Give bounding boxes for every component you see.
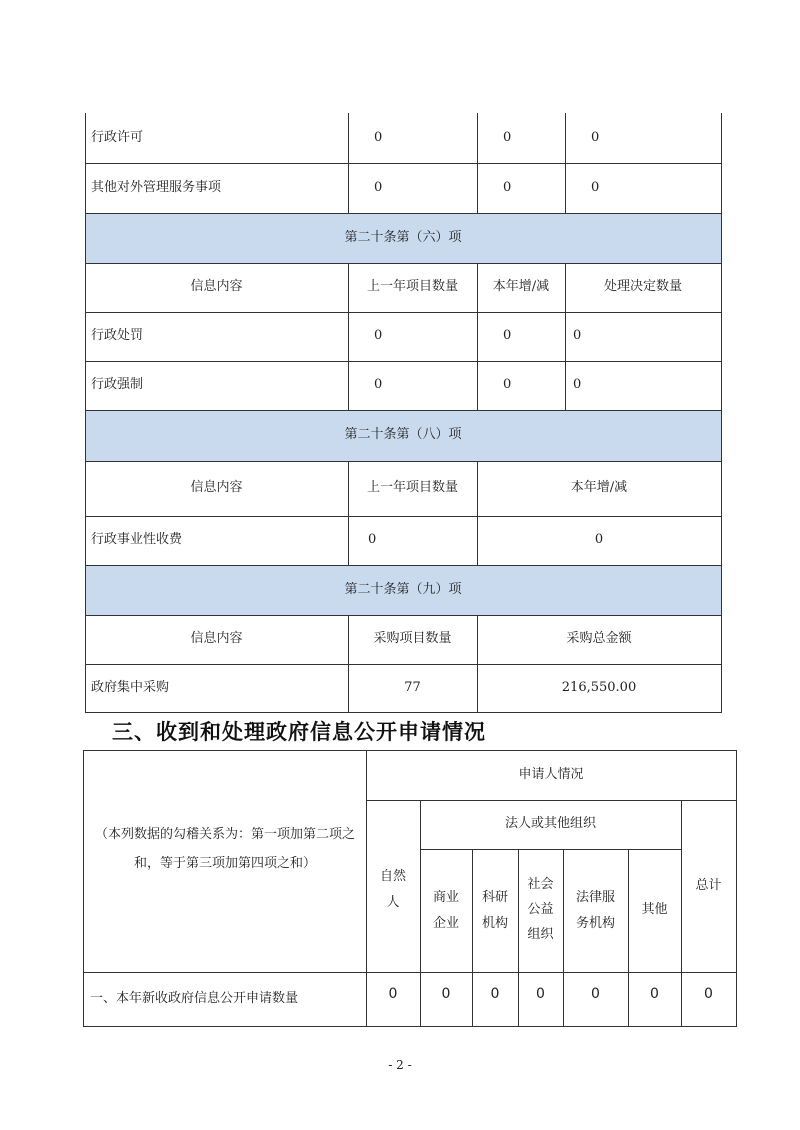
row1-other: 0 (650, 985, 659, 1002)
social-header: 社会 公益 组织 (527, 877, 554, 942)
natural-person-header: 自然 人 (379, 869, 406, 910)
header6-info: 信息内容 (190, 279, 243, 295)
header8-prev: 上一年项目数量 (366, 480, 458, 496)
row-penalty-prev: 0 (374, 328, 383, 344)
table2-note (84, 800, 366, 900)
section-heading: 三、收到和处理政府信息公开申请情况 (112, 720, 486, 744)
row1-natural-person: 0 (388, 985, 398, 1002)
research-header: 科研 机构 (481, 889, 508, 931)
other-header: 其他 (641, 902, 668, 918)
row-purchase-count: 77 (404, 679, 421, 695)
business-header: 商业 企业 (432, 889, 459, 931)
row-enforce-label: 行政强制 (91, 377, 144, 393)
row-purchase-label: 政府集中采购 (91, 679, 170, 695)
header6-change: 本年增/减 (492, 279, 550, 295)
row-fee-label: 行政事业性收费 (91, 532, 183, 548)
row-penalty-change: 0 (503, 328, 512, 344)
header6-prev: 上一年项目数量 (366, 279, 458, 295)
header9-info: 信息内容 (190, 631, 243, 647)
row-other-label: 其他对外管理服务事项 (91, 179, 222, 195)
section8-title: 第二十条第（八）项 (344, 427, 462, 443)
header8-change: 本年增/减 (570, 480, 628, 496)
row1-social: 0 (536, 985, 545, 1002)
legal-service-header: 法律服 务机构 (575, 889, 615, 931)
row-enforce-decisions: 0 (573, 377, 582, 393)
section6-title: 第二十条第（六）项 (344, 229, 462, 245)
row1-research: 0 (490, 985, 500, 1002)
row-other-change: 0 (503, 179, 512, 195)
row-penalty-decisions: 0 (573, 328, 582, 344)
section9-title: 第二十条第（九）项 (344, 581, 462, 597)
applicant-header: 申请人情况 (518, 766, 584, 782)
row-enforce-prev: 0 (374, 377, 383, 393)
header9-amount: 采购总金额 (566, 631, 632, 647)
page-number: - 2 - (388, 1058, 412, 1072)
legal-other-header: 法人或其他组织 (504, 816, 596, 832)
total-header: 总计 (695, 877, 722, 893)
row-fee-change: 0 (594, 532, 604, 548)
table2-note-line1: （本列数据的勾稽关系为：第一项加第二项之 (94, 827, 355, 843)
table2-note-line2: 和，等于第三项加第四项之和） (133, 856, 316, 871)
row-license-label: 行政许可 (91, 129, 144, 145)
row-purchase-amount: 216,550.00 (561, 679, 637, 695)
row-enforce-change: 0 (503, 377, 512, 393)
row-other-decisions: 0 (591, 179, 600, 195)
row-other-prev: 0 (374, 179, 383, 195)
header8-info: 信息内容 (190, 480, 243, 496)
row1-total: 0 (704, 985, 713, 1002)
row1-label: 一、本年新收政府信息公开申请数量 (90, 990, 299, 1006)
row-license-decisions: 0 (591, 129, 600, 145)
row-license-change: 0 (503, 129, 512, 145)
header9-count: 采购项目数量 (373, 631, 452, 647)
header6-decisions: 处理决定数量 (603, 279, 682, 295)
row1-legal-service: 0 (591, 985, 600, 1002)
row-penalty-label: 行政处罚 (91, 328, 144, 344)
row1-business: 0 (441, 985, 451, 1002)
row-license-prev: 0 (374, 129, 383, 145)
row-fee-prev: 0 (368, 532, 377, 548)
